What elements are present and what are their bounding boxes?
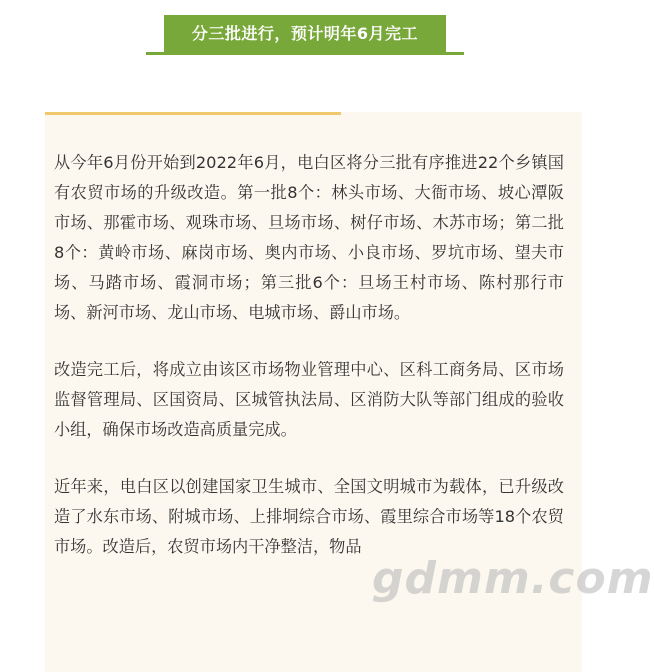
article-body xyxy=(54,148,564,589)
paragraph-2: 改造完工后，将成立由该区市场物业管理中心、区科工商务局、区市场监督管理局、区国资局、区城管执法局、区消防大队等部门组成的验收小组，确保市场改造高质量完成。 xyxy=(54,360,564,439)
article-card xyxy=(45,112,582,672)
section-banner xyxy=(146,15,464,55)
card-accent-line xyxy=(45,112,341,115)
paragraph-1: 从今年6月份开始到2022年6月，电白区将分三批有序推进22个乡镇国有农贸市场的升级改造。第一批8个：林头市场、大衙市场、坡心潭阪市场、那霍市场、观珠市场、旦场市场、树仔市场、木苏市场；第二批8个：黄岭市场、麻岗市场、奥内市场、小良市场、罗坑市场、望夫市场、马踏市场、霞洞市场；第三批6个：旦场王村市场、陈村那行市场、新河市场、龙山市场、电城市场、爵山市场。 xyxy=(54,153,564,322)
banner-title: 分三批进行，预计明年6月完工 xyxy=(164,15,446,52)
watermark: gdmm.com xyxy=(372,553,654,604)
banner-underline xyxy=(146,52,464,55)
paragraph-3: 近年来，电白区以创建国家卫生城市、全国文明城市为载体，已升级改造了水东市场、附城市场、上排垌综合市场、霞里综合市场等18个农贸市场。改造后，农贸市场内干净整洁，物品 xyxy=(54,477,564,556)
